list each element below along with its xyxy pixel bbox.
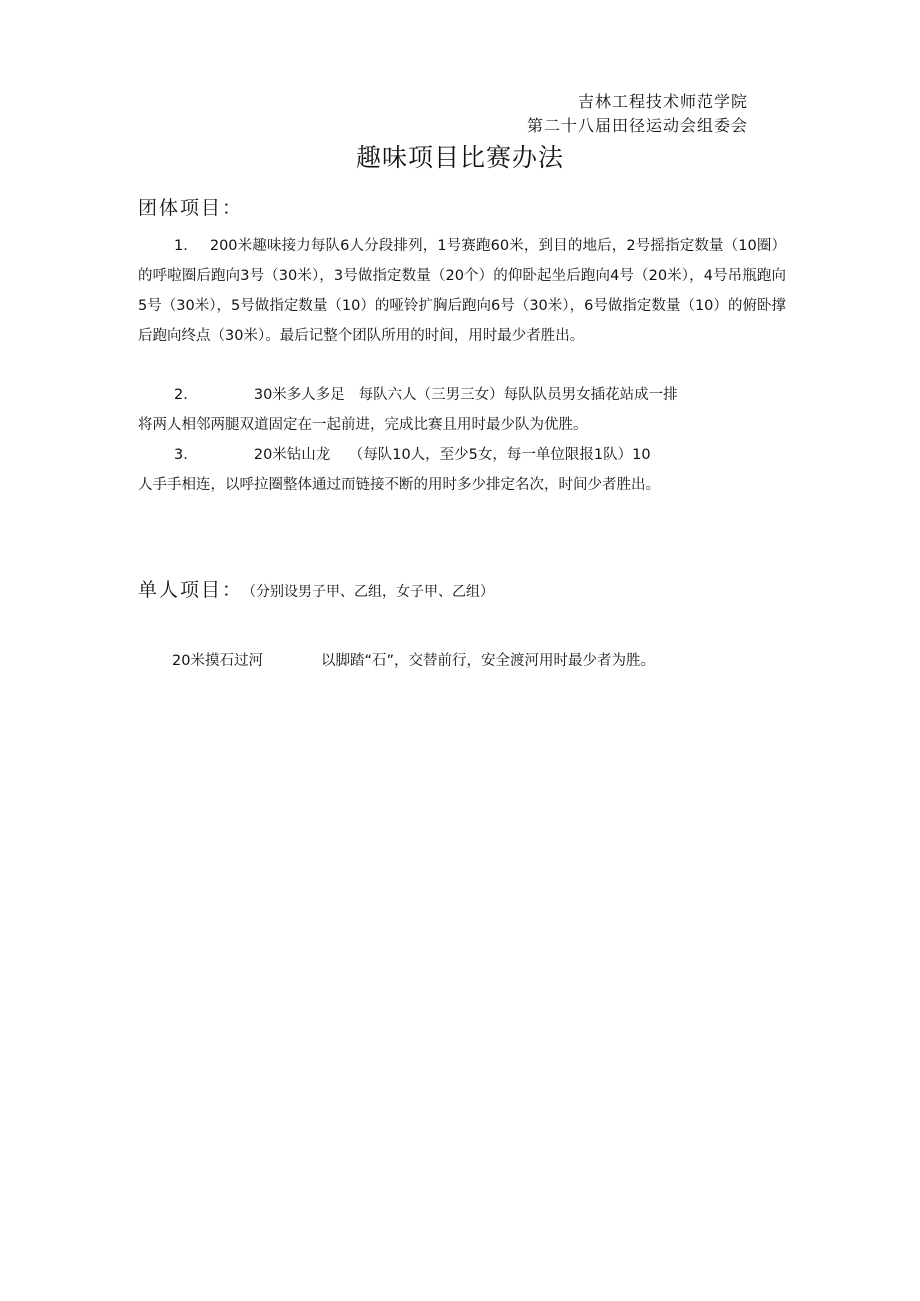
- item-number: 3.: [174, 447, 188, 463]
- item-text-line-1: （每队10人，至少5女，每一单位限报1队）10: [348, 447, 651, 463]
- individual-heading-text: 单人项目：: [138, 579, 244, 601]
- team-item-1: [138, 231, 786, 351]
- team-section-heading: [138, 193, 243, 220]
- individual-item-name: 20米摸石过河: [172, 653, 263, 669]
- individual-item-text: 以脚踏“石”，交替前行，安全渡河用时最少者为胜。: [320, 653, 655, 669]
- item-text: 每队6人分段排列，1号赛跑60米，到目的地后，2号摇指定数量（10圈）的呼啦圈后跑向3号（30米），3号做指定数量（20个）的仰卧起坐后跑向4号（20米），4号吊瓶跑向5号（30米），5号做指定数量（10）的哑铃扩胸后跑向6号（30米），6号做指定数量（10）的俯卧撑后跑向终点（30米）。最后记整个团队所用的时间，用时最少者胜出。: [138, 238, 786, 344]
- team-item-3: [138, 440, 786, 500]
- item-name: 200米趣味接力: [209, 238, 311, 254]
- organizer-line-1: 吉林工程技术师范学院: [577, 92, 748, 111]
- document-title: 趣味项目比赛办法: [355, 143, 564, 172]
- organizer-line-2: 第二十八届田径运动会组委会: [526, 116, 748, 135]
- item-text-line-2: 人手手相连，以呼拉圈整体通过而链接不断的用时多少排定名次，时间少者胜出。: [138, 477, 660, 493]
- individual-item: [172, 649, 655, 670]
- team-item-2: [138, 380, 786, 440]
- item-number: 1.: [174, 238, 188, 254]
- item-name: 30米多人多足: [253, 387, 345, 403]
- individual-section-heading: [138, 575, 494, 602]
- team-heading-text: 团体项目：: [138, 197, 244, 219]
- item-text-line-1: 每队六人（三男三女）每队队员男女插花站成一排: [358, 387, 678, 403]
- individual-group-note: （分别设男子甲、乙组，女子甲、乙组）: [249, 584, 495, 600]
- item-name: 20米钻山龙: [253, 447, 331, 463]
- item-text-line-2: 将两人相邻两腿双道固定在一起前进，完成比赛且用时最少队为优胜。: [138, 417, 588, 433]
- item-number: 2.: [174, 387, 188, 403]
